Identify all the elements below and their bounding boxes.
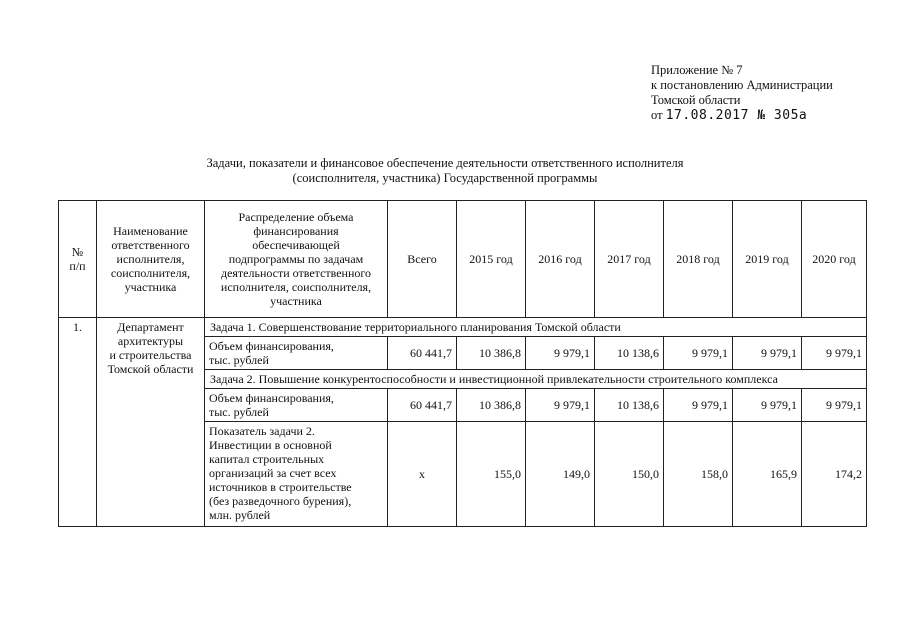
annex-date bbox=[651, 108, 833, 123]
header-2015: 2015 год bbox=[457, 201, 526, 318]
fin1-2020: 9 979,1 bbox=[802, 337, 867, 370]
fin1-2017: 10 138,6 bbox=[595, 337, 664, 370]
annex-header bbox=[651, 63, 833, 123]
title-line-1: Задачи, показатели и финансовое обеспечение деятельности ответственного исполнителя bbox=[206, 156, 684, 170]
financing-table bbox=[58, 200, 867, 527]
fin2-label: Объем финансирования, тыс. рублей bbox=[205, 389, 388, 422]
fin1-label: Объем финансирования, тыс. рублей bbox=[205, 337, 388, 370]
fin1-2016: 9 979,1 bbox=[526, 337, 595, 370]
header-participant: Наименование ответственного исполнителя, соисполнителя, участника bbox=[97, 201, 205, 318]
document-title bbox=[150, 156, 740, 186]
fin1-2015: 10 386,8 bbox=[457, 337, 526, 370]
indicator-2015: 155,0 bbox=[457, 422, 526, 527]
fin2-2015: 10 386,8 bbox=[457, 389, 526, 422]
fin2-2020: 9 979,1 bbox=[802, 389, 867, 422]
indicator-2017: 150,0 bbox=[595, 422, 664, 527]
indicator-2019: 165,9 bbox=[733, 422, 802, 527]
annex-number: Приложение № 7 bbox=[651, 63, 743, 77]
fin2-2017: 10 138,6 bbox=[595, 389, 664, 422]
annex-date-prefix: от bbox=[651, 108, 666, 122]
task2-title: Задача 2. Повышение конкурентоспособности и инвестиционной привлекательности строительного комплекса bbox=[205, 370, 867, 389]
indicator-label: Показатель задачи 2. Инвестиции в основной капитал строительных организаций за счет всех источников в строительстве (без разведочного бурения), млн. рублей bbox=[205, 422, 388, 527]
header-total: Всего bbox=[388, 201, 457, 318]
participant-name: Департамент архитектуры и строительства Томской области bbox=[97, 318, 205, 527]
indicator-2018: 158,0 bbox=[664, 422, 733, 527]
header-2018: 2018 год bbox=[664, 201, 733, 318]
fin2-2018: 9 979,1 bbox=[664, 389, 733, 422]
fin2-total: 60 441,7 bbox=[388, 389, 457, 422]
title-line-2: (соисполнителя, участника) Государственной программы bbox=[292, 171, 598, 185]
task1-row bbox=[59, 318, 867, 337]
annex-date-value: 17.08.2017 № 305а bbox=[665, 108, 808, 123]
header-2016: 2016 год bbox=[526, 201, 595, 318]
fin2-2019: 9 979,1 bbox=[733, 389, 802, 422]
header-2019: 2019 год bbox=[733, 201, 802, 318]
header-num: № п/п bbox=[59, 201, 97, 318]
indicator-2020: 174,2 bbox=[802, 422, 867, 527]
row-number: 1. bbox=[59, 318, 97, 527]
header-distribution: Распределение объема финансирования обеспечивающей подпрограммы по задачам деятельности ответственного исполнителя, соисполнителя, участника bbox=[205, 201, 388, 318]
fin1-2018: 9 979,1 bbox=[664, 337, 733, 370]
indicator-2016: 149,0 bbox=[526, 422, 595, 527]
fin1-2019: 9 979,1 bbox=[733, 337, 802, 370]
header-2020: 2020 год bbox=[802, 201, 867, 318]
header-2017: 2017 год bbox=[595, 201, 664, 318]
annex-resolution: к постановлению Администрации bbox=[651, 78, 833, 92]
fin2-2016: 9 979,1 bbox=[526, 389, 595, 422]
header-row bbox=[59, 201, 867, 318]
indicator-total: x bbox=[388, 422, 457, 527]
task1-title: Задача 1. Совершенствование территориального планирования Томской области bbox=[205, 318, 867, 337]
fin1-total: 60 441,7 bbox=[388, 337, 457, 370]
annex-region: Томской области bbox=[651, 93, 741, 107]
